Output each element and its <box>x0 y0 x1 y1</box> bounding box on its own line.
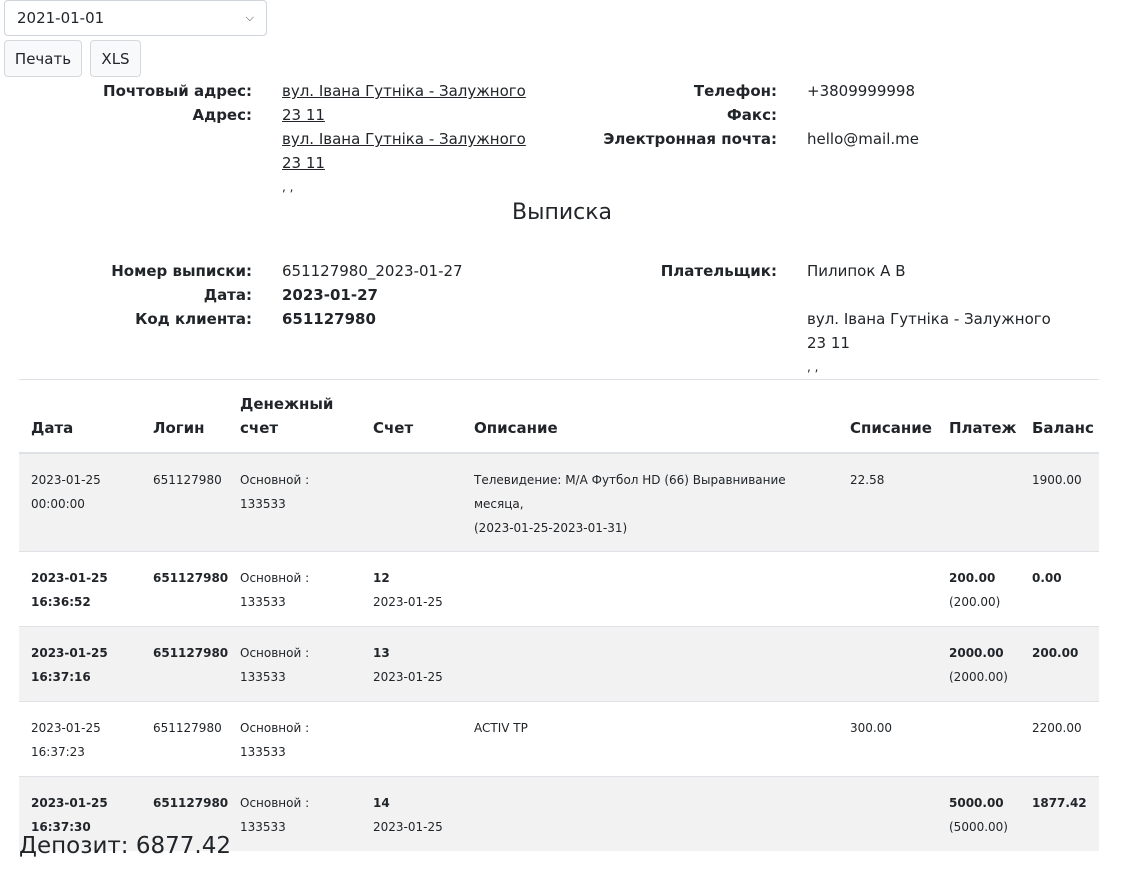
cell-payment-value: 2000.00 <box>949 646 1004 660</box>
cell-login-value: 651127980 <box>153 571 229 585</box>
client-code-label: Код клиента: <box>135 310 252 328</box>
cell-balance <box>1020 777 1099 852</box>
cell-balance <box>1020 627 1099 702</box>
cell-date-time: 16:37:16 <box>31 670 91 684</box>
statement-table <box>19 379 1099 851</box>
statement-number-label: Номер выписки: <box>111 262 252 280</box>
cell-invoice <box>361 702 462 777</box>
cell-date-day: 2023-01-25 <box>31 473 101 487</box>
payer-address-line2: 23 11 <box>807 334 850 352</box>
cell-balance-value: 200.00 <box>1032 646 1079 660</box>
cell-date-time: 16:37:30 <box>31 820 91 834</box>
cell-account <box>228 702 361 777</box>
fax-label: Факс: <box>726 106 777 124</box>
payer-address: вул. Івана Гутніка - Залужного <box>807 310 1051 328</box>
cell-date-day: 2023-01-25 <box>31 646 108 660</box>
cell-debit <box>838 627 937 702</box>
cell-date <box>19 627 141 702</box>
cell-account-no: 133533 <box>240 595 286 609</box>
table-row <box>19 627 1099 702</box>
cell-balance <box>1020 552 1099 627</box>
cell-description <box>462 453 838 552</box>
cell-invoice <box>361 627 462 702</box>
cell-login-value: 651127980 <box>153 796 229 810</box>
postal-address-label: Почтовый адрес: <box>103 82 252 100</box>
cell-account-no: 133533 <box>240 497 286 511</box>
table-header-row <box>19 380 1099 454</box>
address-value-line2[interactable]: 23 11 <box>282 154 325 172</box>
cell-account <box>228 552 361 627</box>
cell-invoice <box>361 777 462 852</box>
email-label: Электронная почта: <box>603 130 777 148</box>
cell-date-time: 16:36:52 <box>31 595 91 609</box>
col-invoice: Счет <box>361 380 462 454</box>
cell-balance-value: 1877.42 <box>1032 796 1087 810</box>
cell-date-day: 2023-01-25 <box>31 721 101 735</box>
payer-address-tail: , , <box>807 360 819 374</box>
statement-date-value: 2023-01-27 <box>282 286 378 304</box>
cell-invoice-date: 2023-01-25 <box>373 820 443 834</box>
cell-date-day: 2023-01-25 <box>31 796 108 810</box>
cell-date <box>19 453 141 552</box>
cell-account <box>228 777 361 852</box>
cell-account-name: Основной : <box>240 796 310 810</box>
table-row <box>19 702 1099 777</box>
cell-description-line2: (2023-01-25-2023-01-31) <box>474 521 628 535</box>
statement-number-value: 651127980_2023-01-27 <box>282 262 463 280</box>
chevron-down-icon: ⌵ <box>245 11 254 24</box>
xls-button[interactable]: XLS <box>90 40 141 77</box>
cell-account-name: Основной : <box>240 473 310 487</box>
col-account-line2: счет <box>240 419 279 437</box>
cell-login: 651127980 <box>141 702 228 777</box>
cell-payment-value: 5000.00 <box>949 796 1004 810</box>
address-label: Адрес: <box>192 106 252 124</box>
cell-payment <box>937 777 1020 852</box>
cell-balance: 1900.00 <box>1020 453 1099 552</box>
cell-payment-sub: (5000.00) <box>949 820 1008 834</box>
cell-debit: 300.00 <box>838 702 937 777</box>
postal-address-value-line2[interactable]: 23 11 <box>282 106 325 124</box>
address-tail: , , <box>282 180 294 194</box>
cell-description <box>462 777 838 852</box>
cell-account <box>228 453 361 552</box>
postal-address-value[interactable]: вул. Івана Гутніка - Залужного <box>282 82 526 100</box>
cell-account-name: Основной : <box>240 721 310 735</box>
client-code-value: 651127980 <box>282 310 376 328</box>
cell-login-value: 651127980 <box>153 646 229 660</box>
col-date: Дата <box>19 380 141 454</box>
cell-description <box>462 552 838 627</box>
col-account <box>228 380 361 454</box>
cell-date-time: 16:37:23 <box>31 745 85 759</box>
cell-balance: 2200.00 <box>1020 702 1099 777</box>
cell-payment <box>937 627 1020 702</box>
table-row <box>19 453 1099 552</box>
cell-debit <box>838 552 937 627</box>
cell-description: ACTIV TP <box>462 702 838 777</box>
cell-payment <box>937 702 1020 777</box>
table-row <box>19 552 1099 627</box>
cell-invoice-no: 14 <box>373 796 390 810</box>
cell-debit <box>838 777 937 852</box>
cell-payment-value: 200.00 <box>949 571 996 585</box>
cell-balance-value: 0.00 <box>1032 571 1062 585</box>
statement-date-label: Дата: <box>203 286 252 304</box>
col-payment: Платеж <box>937 380 1020 454</box>
phone-label: Телефон: <box>693 82 777 100</box>
cell-date <box>19 702 141 777</box>
cell-invoice-date: 2023-01-25 <box>373 595 443 609</box>
cell-invoice <box>361 552 462 627</box>
cell-date-time: 00:00:00 <box>31 497 85 511</box>
cell-payment-sub: (200.00) <box>949 595 1001 609</box>
cell-login <box>141 627 228 702</box>
cell-account-name: Основной : <box>240 646 310 660</box>
col-account-line1: Денежный <box>240 395 334 413</box>
cell-date <box>19 552 141 627</box>
payer-name: Пилипок А В <box>807 262 906 280</box>
cell-debit: 22.58 <box>838 453 937 552</box>
cell-payment <box>937 552 1020 627</box>
date-select[interactable] <box>4 0 267 36</box>
email-value: hello@mail.me <box>807 130 919 148</box>
cell-account-no: 133533 <box>240 745 286 759</box>
cell-date-day: 2023-01-25 <box>31 571 108 585</box>
cell-description <box>462 627 838 702</box>
cell-description-line1: Телевидение: M/A Футбол HD (66) Выравнивание месяца, <box>474 473 786 511</box>
cell-invoice-no: 13 <box>373 646 390 660</box>
cell-payment-sub: (2000.00) <box>949 670 1008 684</box>
phone-value: +3809999998 <box>807 82 916 100</box>
date-select-value: 2021-01-01 <box>17 9 105 27</box>
col-login: Логин <box>141 380 228 454</box>
cell-invoice-date: 2023-01-25 <box>373 670 443 684</box>
cell-account-name: Основной : <box>240 571 310 585</box>
payer-label: Плательщик: <box>660 262 777 280</box>
cell-payment <box>937 453 1020 552</box>
cell-account <box>228 627 361 702</box>
cell-login: 651127980 <box>141 453 228 552</box>
col-balance: Баланс <box>1020 380 1099 454</box>
cell-invoice <box>361 453 462 552</box>
cell-login <box>141 552 228 627</box>
print-button[interactable]: Печать <box>4 40 82 77</box>
cell-invoice-no: 12 <box>373 571 390 585</box>
cell-account-no: 133533 <box>240 670 286 684</box>
page-title: Выписка <box>511 200 612 225</box>
cell-account-no: 133533 <box>240 820 286 834</box>
deposit-total: Депозит: 6877.42 <box>19 833 231 859</box>
address-value[interactable]: вул. Івана Гутніка - Залужного <box>282 130 526 148</box>
col-debit: Списание <box>838 380 937 454</box>
col-description: Описание <box>462 380 838 454</box>
